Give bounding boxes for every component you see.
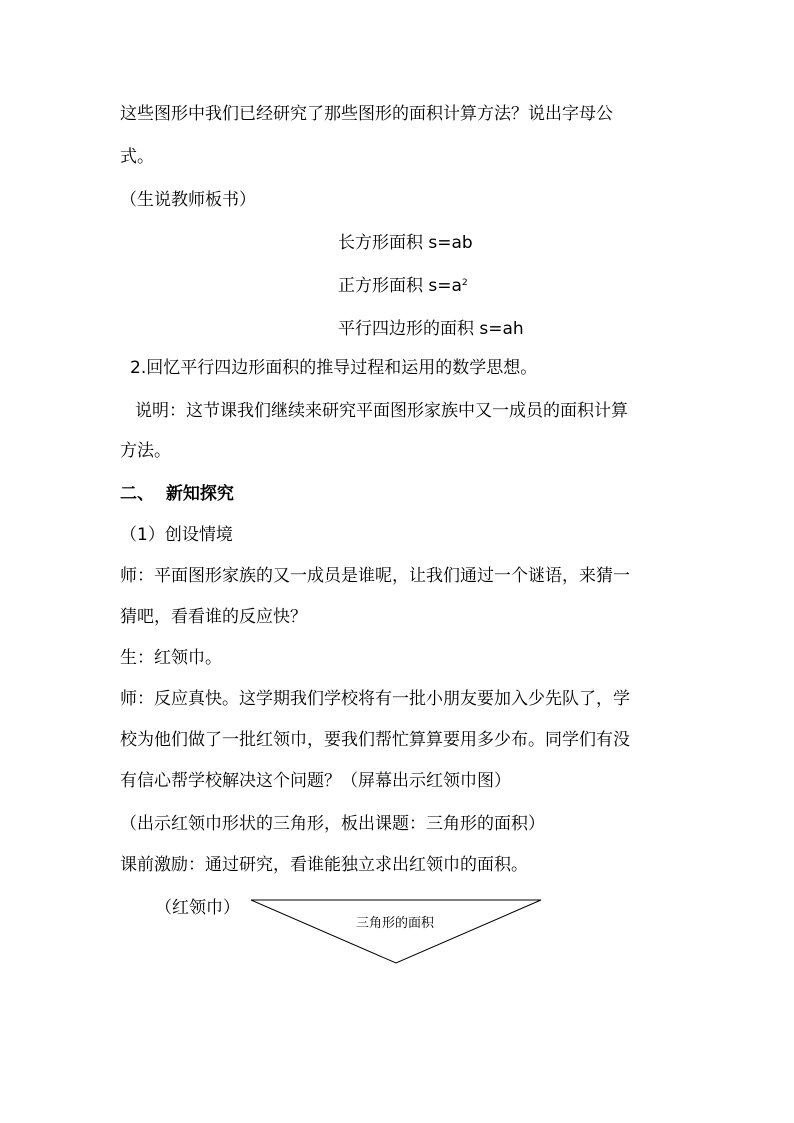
paragraph-line: （出示红领巾形状的三角形，板出课题：三角形的面积） bbox=[120, 814, 545, 834]
formula-square-base: 正方形面积 s=a bbox=[338, 276, 462, 296]
paragraph-line: 校为他们做了一批红领巾，要我们帮忙算算要用多少布。同学们有没 bbox=[120, 730, 630, 750]
paragraph-line: 式。 bbox=[120, 147, 154, 167]
formula-parallelogram: 平行四边形的面积 s=ah bbox=[338, 319, 524, 339]
paragraph-line: （1）创设情境 bbox=[120, 525, 233, 545]
paragraph-line: 师：反应真快。这学期我们学校将有一批小朋友要加入少先队了，学 bbox=[120, 689, 630, 709]
paragraph-line: 师：平面图形家族的又一成员是谁呢，让我们通过一个谜语，来猜一 bbox=[120, 566, 630, 586]
paragraph-line: 这些图形中我们已经研究了那些图形的面积计算方法？说出字母公 bbox=[120, 104, 613, 124]
paragraph-line: 2.回忆平行四边形面积的推导过程和运用的数学思想。 bbox=[130, 358, 538, 378]
paragraph-line: 课前激励：通过研究，看谁能独立求出红领巾的面积。 bbox=[120, 855, 528, 875]
paragraph-line: 说明：这节课我们继续来研究平面图形家族中又一成员的面积计算 bbox=[135, 401, 628, 421]
formula-square bbox=[338, 276, 468, 296]
paragraph-line: 方法。 bbox=[120, 441, 171, 461]
formula-rectangle: 长方形面积 s=ab bbox=[338, 233, 473, 253]
paragraph-line: 猜吧，看看谁的反应快？ bbox=[120, 607, 307, 627]
red-scarf-triangle bbox=[250, 899, 542, 965]
formula-square-exponent: 2 bbox=[461, 278, 468, 288]
paragraph-line: （生说教师板书） bbox=[120, 190, 256, 210]
triangle-caption: 三角形的面积 bbox=[356, 916, 435, 931]
scarf-label: （红领巾） bbox=[155, 898, 240, 918]
paragraph-line: 有信心帮学校解决这个问题？（屏幕出示红领巾图） bbox=[120, 771, 511, 791]
paragraph-line: 生：红领巾。 bbox=[120, 648, 222, 668]
section-heading: 二、 新知探究 bbox=[120, 484, 234, 504]
